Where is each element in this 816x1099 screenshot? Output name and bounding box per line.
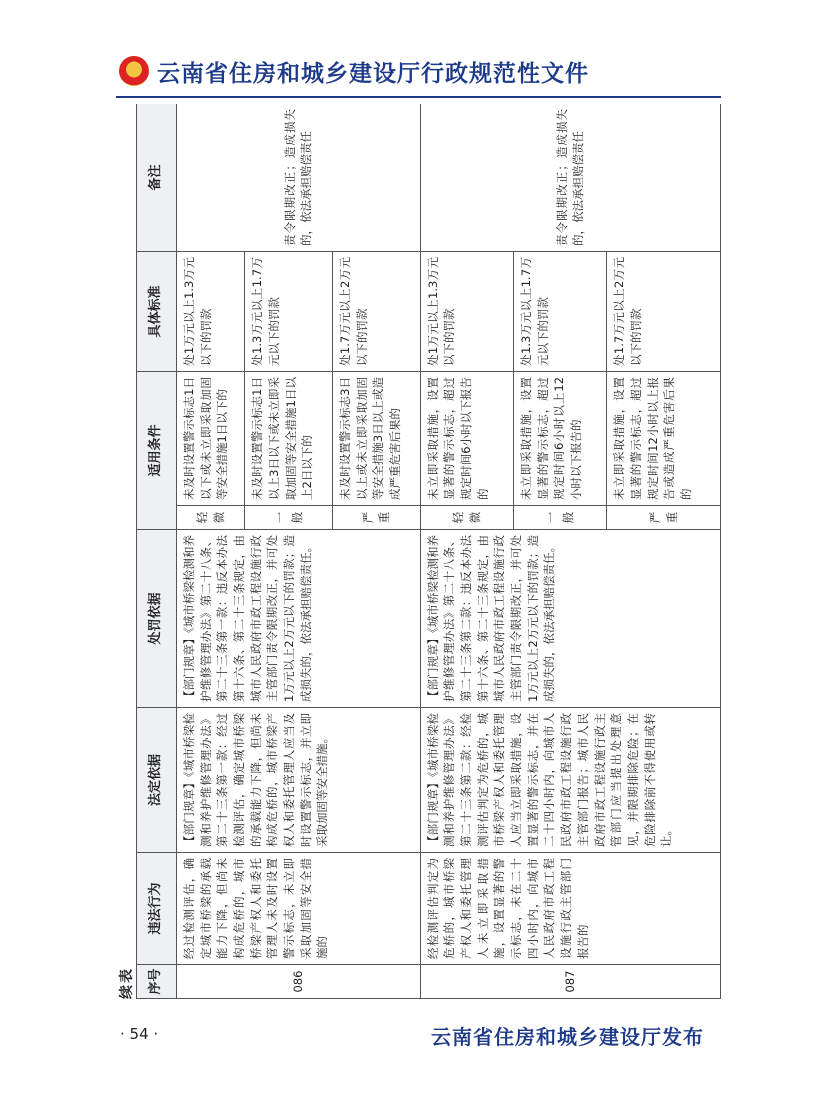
rotated-table-area [116, 104, 721, 999]
table-header-row [137, 104, 177, 999]
level-condition: 未立即采取措施，设置显著的警示标志，超过规定时间6小时以上12小时以下报告的 [513, 371, 606, 505]
row-seq: 087 [420, 965, 720, 999]
level-condition: 未及时设置警示标志3日以上或未立即采取加固等安全措施3日以上或造成严重危害后果的 [333, 371, 421, 505]
row-penalty: 【部门规章】《城市桥梁检测和养护维修管理办法》第二十八条、第二十三条第二款：违反本办法第十六条、第二十三条规定，由城市人民政府市政工程设施行政主管部门责令限期改正，并可处1万元以上2万元以下的罚款；造成损失的，依法承担赔偿责任。 [420, 530, 720, 708]
level-standard: 处1.3万元以上1.7万元以下的罚款 [245, 251, 333, 371]
document-header [119, 50, 589, 92]
row-act: 经过检测评估，确定城市桥梁的承载能力下降，但尚未构成危桥的，城市桥梁产权人和委托管理人未及时设置警示标志，未立即采取加固等安全措施的 [177, 853, 421, 965]
table-continued-label: 续表 [119, 967, 135, 999]
level-condition: 未及时设置警示标志1日以上3日以下或未立即采取加固等安全措施1日以上2日以下的 [245, 371, 333, 505]
col-act: 违法行为 [137, 853, 177, 965]
col-legal: 法定依据 [137, 708, 177, 853]
row-legal: 【部门规章】《城市桥梁检测和养护维修管理办法》第二十三条第二款：经检测评估判定为危桥的，城市桥梁产权人和委托管理人应当立即采取措施，设置显著的警示标志，并在二十四小时内，向城市人民政府市政工程设施行政主管部门报告；城市人民政府市政工程设施行政主管部门应当提出处理意见，并限期排除危险；在危险排除前不得使用或转让。 [420, 708, 720, 853]
level-label: 严重 [607, 506, 721, 530]
level-label: 一般 [513, 506, 606, 530]
col-penalty: 处罚依据 [137, 530, 177, 708]
table-row [177, 104, 245, 999]
row-penalty: 【部门规章】《城市桥梁检测和养护维修管理办法》第二十八条、第二十三条第一款：违反本办法第十六条、第二十三条规定，由城市人民政府市政工程设施行政主管部门责令限期改正，并可处1万元以上2万元以下的罚款；造成损失的，依法承担赔偿责任。 [177, 530, 421, 708]
row-note: 责令限期改正；造成损失的，依法承担赔偿责任 [177, 104, 421, 251]
level-label: 一般 [245, 506, 333, 530]
level-standard: 处1.7万元以上2万元以下的罚款 [333, 251, 421, 371]
level-label: 轻微 [177, 506, 245, 530]
level-condition: 未立即采取措施，设置显著的警示标志，超过规定时间6小时以下报告的 [420, 371, 513, 505]
level-condition: 未及时设置警示标志1日以下或未立即采取加固等安全措施1日以下的 [177, 371, 245, 505]
level-standard: 处1.7万元以上2万元以下的罚款 [607, 251, 721, 371]
footer-publisher: 云南省住房和城乡建设厅发布 [431, 1025, 704, 1049]
row-note: 责令限期改正；造成损失的，依法承担赔偿责任 [420, 104, 720, 251]
col-cond: 适用条件 [137, 371, 177, 529]
level-label: 轻微 [420, 506, 513, 530]
level-standard: 处1万元以上1.3万元以下的罚款 [420, 251, 513, 371]
national-emblem-icon [119, 56, 149, 86]
table-row [420, 104, 513, 999]
penalty-table [136, 104, 721, 999]
row-legal: 【部门规章】《城市桥梁检测和养护维修管理办法》第二十三条第一款：经过检测评估，确定城市桥梁的承载能力下降，但尚未构成危桥的，城市桥梁产权人和委托管理人应当及时设置警示标志，并立即采取加固等安全措施。 [177, 708, 421, 853]
col-note: 备注 [137, 104, 177, 251]
col-std: 具体标准 [137, 251, 177, 371]
level-standard: 处1.3万元以上1.7万元以下的罚款 [513, 251, 606, 371]
header-title: 云南省住房和城乡建设厅行政规范性文件 [157, 60, 589, 87]
level-standard: 处1万元以上1.3万元以下的罚款 [177, 251, 245, 371]
col-seq: 序号 [137, 965, 177, 999]
page-number: · 54 · [120, 1025, 159, 1043]
row-seq: 086 [177, 965, 421, 999]
header-divider [116, 96, 721, 98]
level-condition: 未立即采取措施，设置显著的警示标志，超过规定时间12小时以上报告或造成严重危害后果的 [607, 371, 721, 505]
row-act: 经检测评估判定为危桥的，城市桥梁产权人和委托管理人未立即采取措施，设置显著的警示标志，未在二十四小时内，向城市人民政府市政工程设施行政主管部门报告的 [420, 853, 720, 965]
level-label: 严重 [333, 506, 421, 530]
